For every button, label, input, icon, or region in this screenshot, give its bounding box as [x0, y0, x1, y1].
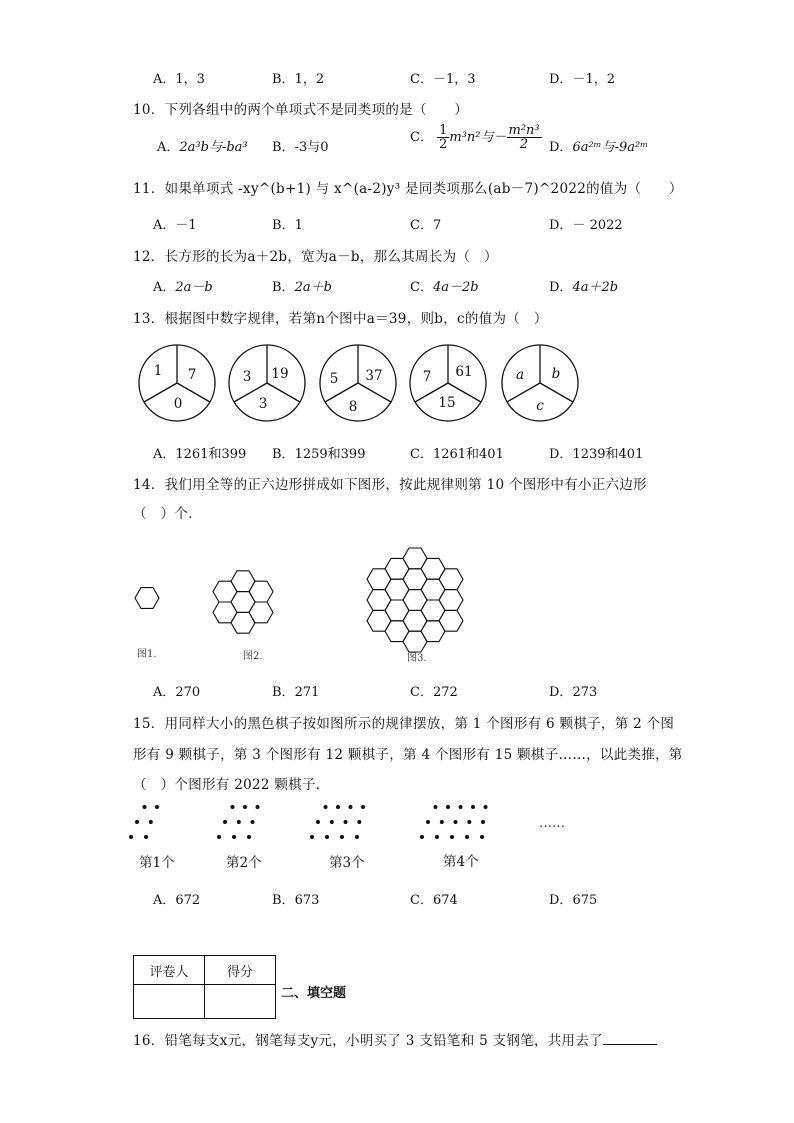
q15-fig-3-dot: [336, 805, 340, 809]
q12-option-b: B．2a＋b: [272, 280, 332, 295]
q15-fig-4-dot: [484, 805, 488, 809]
q12-option-d: D．4a＋2b: [549, 280, 619, 295]
q15-fig-4-dot: [465, 835, 469, 839]
q13-option-a: A．1261和399: [153, 447, 247, 462]
q11-option-a: A．－1: [153, 218, 197, 233]
q15-fig-4-dot: [454, 820, 458, 824]
q15-fig-2-dot: [232, 835, 236, 839]
q15-fig-2-dot: [237, 820, 241, 824]
q15-option-a: A．672: [153, 893, 201, 908]
q10-option-a: A．2a³b与-ba³: [157, 140, 248, 155]
q13-circle-figures: [130, 338, 590, 428]
q15-option-b: B．673: [272, 893, 320, 908]
q15-fig-3-dot: [357, 820, 361, 824]
q15-option-c: C．674: [410, 893, 458, 908]
q15-stem-line3: （ ）个图形有 2022 颗棋子．: [133, 777, 330, 793]
q10-stem: 10．下列各组中的两个单项式不是同类项的是（ ）: [133, 102, 469, 118]
q13-c2-right: 19: [271, 366, 289, 382]
q15-fig-1-dot: [155, 805, 159, 809]
q9-option-b: B．1，2: [272, 72, 325, 87]
q15-ellipsis: ……: [539, 816, 565, 831]
score-header: 得分: [205, 956, 276, 985]
q15-fig-label-4: 第4个: [443, 854, 479, 870]
q15-fig-1-dot: [129, 835, 133, 839]
q11-option-c: C．7: [410, 218, 442, 233]
q15-fig-3-dot: [349, 805, 353, 809]
q14-fig-label-1: 图1.: [137, 649, 157, 660]
section-title: 二、填空题: [281, 986, 347, 1001]
q15-fig-3-dot: [310, 835, 314, 839]
q15-fig-1-dot: [144, 835, 148, 839]
q15-fig-4-dot: [450, 835, 454, 839]
q15-fig-3-dot: [355, 835, 359, 839]
q14-hexagon-figures: [125, 530, 485, 670]
q15-fig-label-3: 第3个: [329, 855, 365, 871]
q15-fig-4-dot: [459, 805, 463, 809]
q13-c2-bottom: 3: [258, 396, 268, 412]
q16-answer-blank[interactable]: [603, 1032, 657, 1045]
q10-option-d: D．6a²ᵐ与-9a²ᵐ: [549, 140, 649, 155]
q15-fig-4-dot: [481, 820, 485, 824]
q15-stem-line2: 形有 9 颗棋子，第 3 个图形有 12 颗棋子，第 4 个图形有 15 颗棋子……，以此类推，第: [133, 747, 683, 763]
q15-fig-3-dot: [316, 820, 320, 824]
q13-option-d: D．1239和401: [549, 447, 644, 462]
q12-option-c: C．4a－2b: [410, 280, 479, 295]
reviewer-header: 评卷人: [134, 956, 205, 985]
q15-fig-3-dot: [324, 805, 328, 809]
q13-c5-left: a: [515, 367, 525, 383]
q13-c4-right: 61: [455, 364, 473, 380]
q13-option-c: C．1261和401: [410, 447, 504, 462]
q15-fig-2-dot: [247, 835, 251, 839]
q15-fig-1-dot: [135, 820, 139, 824]
q15-fig-3-dot: [330, 820, 334, 824]
q15-fig-4-dot: [471, 805, 475, 809]
q15-fig-4-dot: [446, 805, 450, 809]
q15-fig-2-dot: [231, 805, 235, 809]
q15-fig-3-dot: [325, 835, 329, 839]
q15-fig-2-dot: [223, 820, 227, 824]
q13-stem: 13．根据图中数字规律，若第n个图中a＝39，则b，c的值为（ ）: [133, 311, 548, 327]
q15-fig-1-dot: [149, 820, 153, 824]
hexfig3-hexagon: [439, 590, 463, 611]
q15-fig-1-dot: [143, 805, 147, 809]
q15-fig-label-1: 第1个: [139, 855, 175, 871]
q14-option-d: D．273: [549, 685, 598, 700]
q15-fig-4-dot: [440, 820, 444, 824]
q14-stem-line1: 14．我们用全等的正六边形拼成如下图形，按此规律则第 10 个图形中有小正六边形: [133, 477, 647, 493]
q13-c4-bottom: 15: [438, 395, 456, 411]
q13-c5-bottom: c: [536, 398, 544, 414]
q16-stem: 16．铅笔每支x元，钢笔每支y元，小明买了 3 支铅笔和 5 支钢笔，共用去了: [133, 1029, 657, 1049]
hexfig3-hexagon: [439, 610, 463, 631]
q12-stem: 12．长方形的长为a＋2b，宽为a－b，那么其周长为（ ）: [133, 249, 498, 265]
q10-option-b: B．-3与0: [272, 140, 329, 155]
grade-table: [133, 955, 276, 1019]
q9-option-c: C．－1，3: [410, 72, 476, 87]
q15-fig-3-dot: [361, 805, 365, 809]
q15-fig-4-dot: [426, 820, 430, 824]
q15-fig-2-dot: [256, 805, 260, 809]
q13-option-b: B．1259和399: [272, 447, 366, 462]
q15-stem-line1: 15．用同样大小的黑色棋子按如图所示的规律摆放，第 1 个图形有 6 颗棋子，第 2 个图: [133, 716, 675, 732]
q11-stem: 11．如果单项式 -xy^(b+1) 与 x^(a-2)y³ 是同类项那么(ab－7)^2022的值为（ ）: [133, 181, 683, 197]
q15-fig-2-dot: [217, 835, 221, 839]
q13-c3-right: 37: [365, 368, 383, 384]
q13-c2-left: 3: [242, 369, 252, 385]
score-cell[interactable]: [205, 985, 276, 1019]
q15-fig-label-2: 第2个: [226, 855, 262, 871]
q9-option-a: A．1，3: [153, 72, 205, 87]
q15-fig-3-dot: [344, 820, 348, 824]
q13-c5-right: b: [551, 366, 561, 382]
q15-fig-2-dot: [251, 820, 255, 824]
q12-option-a: A．2a－b: [153, 280, 213, 295]
q14-figure-3: [367, 548, 463, 652]
q13-c3-left: 5: [329, 371, 339, 387]
hexfig1-hexagon: [135, 588, 159, 609]
q15-fig-2-dot: [243, 805, 247, 809]
q9-option-d: D．－1，2: [549, 72, 615, 87]
q14-fig-label-2: 图2.: [243, 651, 263, 662]
q13-c1-bottom: 0: [173, 396, 183, 412]
q14-fig-label-3: 图3.: [407, 653, 427, 664]
q14-figure-2: [213, 571, 273, 633]
q14-stem-line2: （ ）个．: [133, 506, 202, 522]
q15-fig-4-dot: [435, 835, 439, 839]
q15-fig-4-dot: [480, 835, 484, 839]
q15-option-d: D．675: [549, 893, 598, 908]
q13-c1-left: 1: [153, 363, 163, 379]
hexfig2-hexagon: [249, 581, 273, 602]
q15-fig-4-dot: [467, 820, 471, 824]
q13-c4-left: 7: [422, 369, 432, 385]
q11-option-b: B．1: [272, 218, 303, 233]
q14-option-a: A．270: [153, 685, 201, 700]
q14-figure-1: [135, 588, 159, 609]
q13-c1-right: 7: [187, 367, 197, 383]
hexfig2-hexagon: [249, 602, 273, 623]
q14-option-b: B．271: [272, 685, 320, 700]
reviewer-cell[interactable]: [134, 985, 205, 1019]
q10-option-c: C． $\frac{1}{2}$ m³n²与－ $\frac{\text{m²n³}}{2}$: [410, 123, 540, 152]
hexfig3-hexagon: [439, 569, 463, 590]
q14-option-c: C．272: [410, 685, 458, 700]
q13-c3-bottom: 8: [348, 399, 358, 415]
q15-fig-4-dot: [434, 805, 438, 809]
q15-fig-3-dot: [340, 835, 344, 839]
q15-fig-4-dot: [420, 835, 424, 839]
q15-dot-figures: [125, 800, 585, 876]
q11-option-d: D．－ 2022: [549, 218, 623, 233]
